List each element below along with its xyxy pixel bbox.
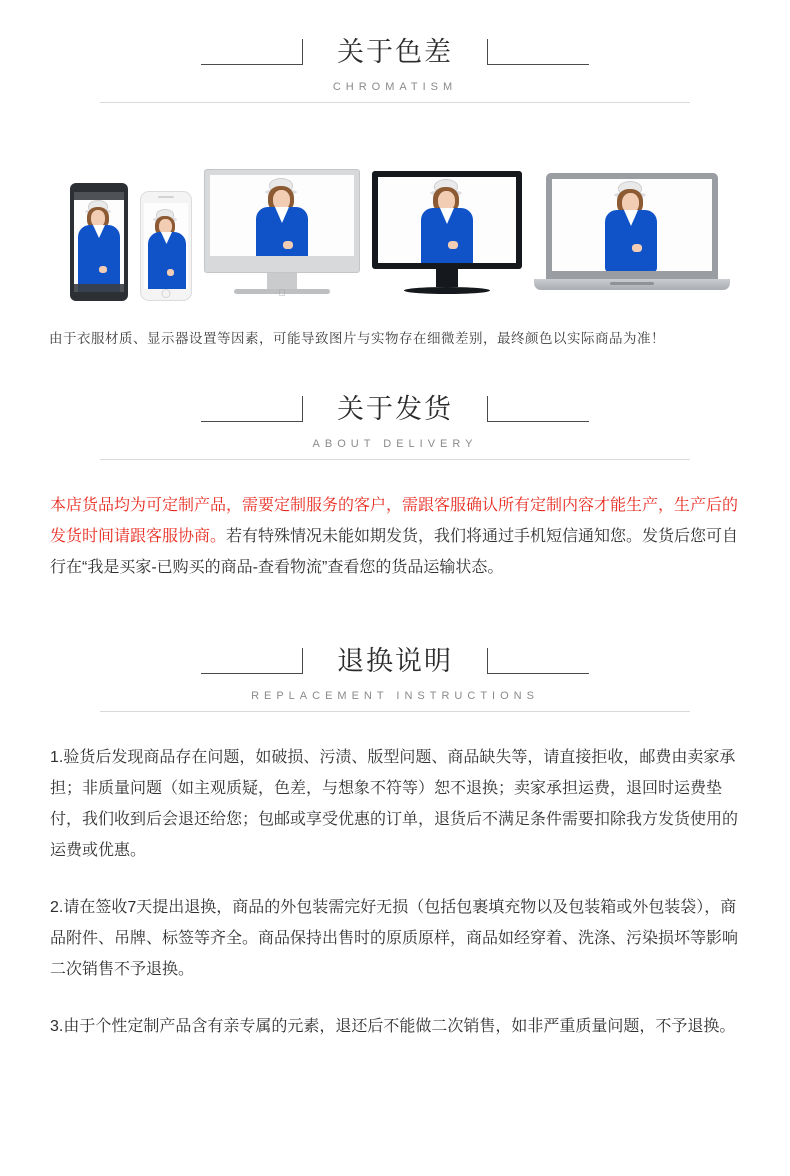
heading-bracket-right-icon xyxy=(469,648,589,674)
chromatism-note: 由于衣服材质、显示器设置等因素，可能导致图片与实物存在细微差别，最终颜色以实际商品为准！ xyxy=(49,331,665,346)
android-status-bar xyxy=(74,192,124,200)
face-shape xyxy=(159,219,172,234)
section-subtitle: ABOUT DELIVERY xyxy=(312,438,478,450)
model-figure xyxy=(552,179,712,271)
android-phone-screen xyxy=(74,192,124,292)
imac-screen xyxy=(210,175,354,256)
model-figure xyxy=(144,203,188,289)
monitor-stand-neck xyxy=(436,269,458,287)
page-title: 关于色差 xyxy=(337,36,453,67)
hand-shape xyxy=(283,241,293,249)
imac-bezel xyxy=(204,169,360,273)
top-spacer xyxy=(0,0,790,30)
heading-bracket-left-icon xyxy=(201,396,321,422)
heading-bracket-right-icon xyxy=(469,396,589,422)
monitor-screen xyxy=(378,177,516,263)
laptop-lid xyxy=(546,173,718,279)
device-imac xyxy=(204,169,360,301)
hand-shape xyxy=(167,269,174,276)
monitor-stand-foot xyxy=(404,287,490,294)
phone-speaker-icon xyxy=(158,196,174,198)
model-figure xyxy=(378,177,516,263)
model-figure xyxy=(210,175,354,256)
replacement-spacer xyxy=(0,712,790,742)
heading-row xyxy=(100,387,690,431)
section-title-delivery: 关于发货 xyxy=(337,393,453,424)
hand-shape xyxy=(448,241,458,249)
apple-logo-icon xyxy=(279,288,286,298)
heading-bracket-right-icon xyxy=(469,39,589,65)
delivery-normal-text: 若有特殊情况未能如期发货，我们将通过手机短信通知您。发货后您可自行在“我是买家-已购买的商品-查看物流”查看您的货品运输状态。 xyxy=(50,528,739,576)
replacement-paragraph-3: 3.由于个性定制产品含有亲专属的元素，退还后不能做二次销售，如非严重质量问题，不予退换。 xyxy=(50,1018,736,1035)
device-lcd-monitor xyxy=(372,171,522,301)
imac-stand-neck xyxy=(267,273,297,289)
face-shape xyxy=(91,210,105,227)
white-phone-screen xyxy=(144,203,188,289)
section-header-chromatism xyxy=(100,30,690,103)
hand-shape xyxy=(99,266,107,273)
delivery-highlight-text: 本店货品均为可定制产品，需要定制服务的客户，需跟客服确认所有定制内容才能生产，生产后的发货时间请跟客服协商。 xyxy=(50,497,739,545)
section-subtitle: REPLACEMENT INSTRUCTIONS xyxy=(251,690,539,702)
section-subtitle: CHROMATISM xyxy=(332,81,458,93)
section-spacer-1 xyxy=(0,347,790,387)
replacement-paragraph-1: 1.验货后发现商品存在问题，如破损、污渍、版型问题、商品缺失等，请直接拒收，邮费由卖家承担；非质量问题（如主观质疑，色差，与想象不符等）恕不退换；卖家承担运费，退回时运费垫付，我们收到后会退还给您；包邮或享受优惠的订单，退货后不满足条件需要扣除我方发货使用的运费或优惠。 xyxy=(50,749,739,859)
device-preview-row xyxy=(0,141,790,301)
laptop-base xyxy=(534,279,730,290)
device-laptop xyxy=(534,173,730,301)
device-white-phone xyxy=(140,191,192,301)
heading-bracket-left-icon xyxy=(201,648,321,674)
hand-shape xyxy=(632,244,642,252)
device-android-phone xyxy=(70,183,128,301)
phone-home-button[interactable] xyxy=(162,289,171,298)
section-divider xyxy=(100,459,690,460)
delivery-body xyxy=(50,490,740,583)
heading-bracket-left-icon xyxy=(201,39,321,65)
laptop-screen xyxy=(552,179,712,271)
section-divider xyxy=(100,102,690,103)
delivery-spacer xyxy=(0,460,790,490)
monitor-bezel xyxy=(372,171,522,269)
model-figure xyxy=(74,192,124,292)
android-nav-bar xyxy=(74,284,124,292)
delivery-paragraph xyxy=(50,490,740,583)
section-title-replacement: 退换说明 xyxy=(337,645,453,676)
heading-row xyxy=(100,639,690,683)
replacement-body xyxy=(50,742,740,1042)
section-divider xyxy=(100,711,690,712)
replacement-paragraph-2: 2.请在签收7天提出退换，商品的外包装需完好无损（包括包裹填充物以及包装箱或外包装袋），商品附件、吊牌、标签等齐全。商品保持出售时的原质原样，商品如经穿着、洗涤、污染损坏等影响二次销售不予退换。 xyxy=(50,899,739,978)
section-header-delivery xyxy=(100,387,690,460)
section-spacer-2 xyxy=(0,583,790,639)
heading-row xyxy=(100,30,690,74)
section-header-replacement xyxy=(100,639,690,712)
